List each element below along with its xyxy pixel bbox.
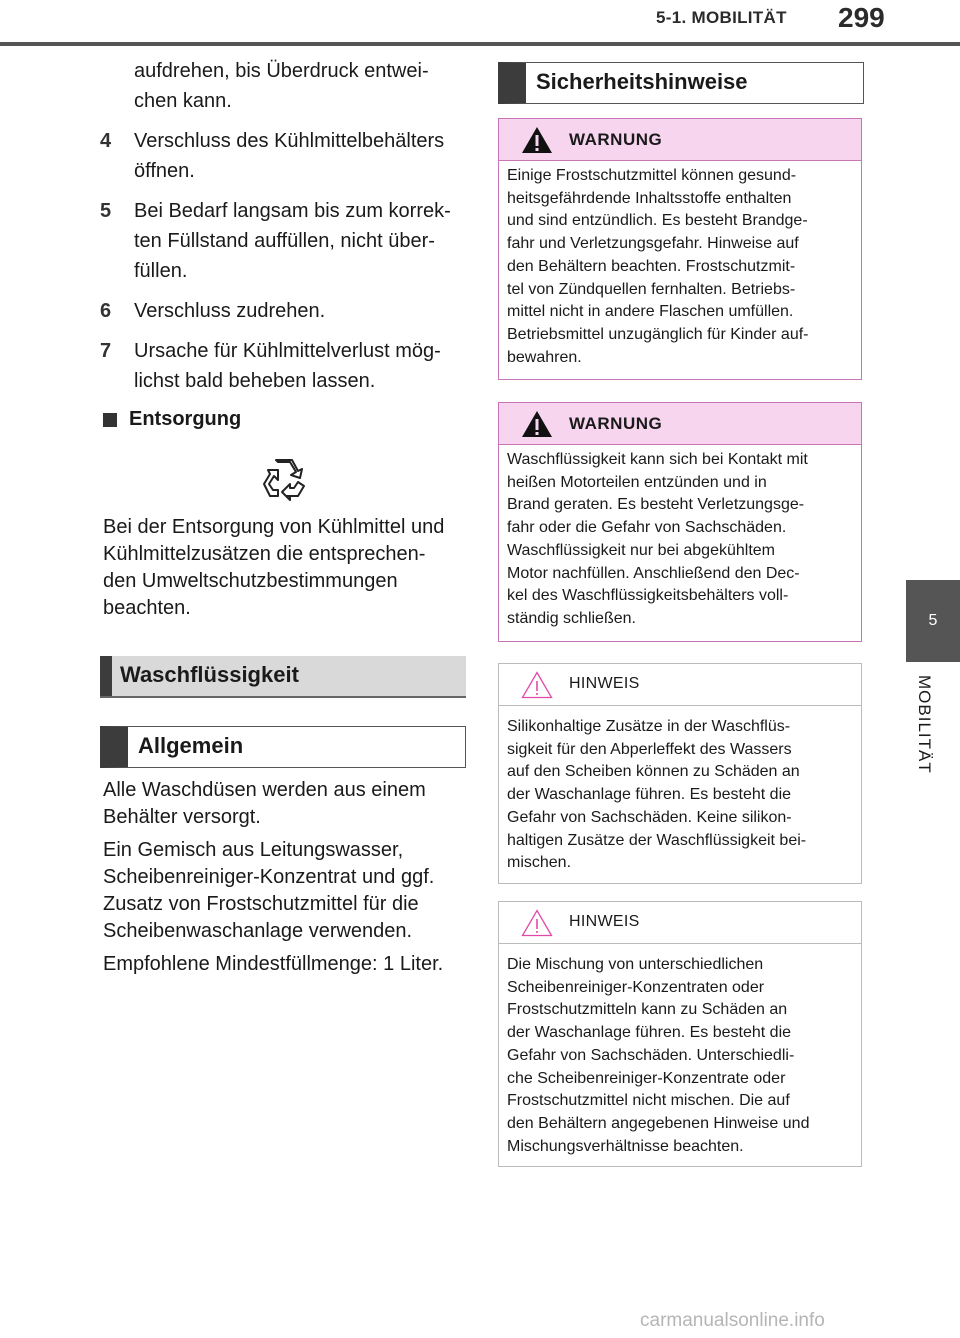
paragraph [103,837,468,945]
chapter-tab-label: MOBILITÄT [915,675,934,774]
step-continuation-line: aufdrehen, bis Überdruck entwei- [134,60,429,82]
subsection-title-allgemein: Allgemein [100,726,466,768]
warning-header [499,403,861,445]
step-text: Ursache für Kühlmittelverlust mög- [134,340,441,362]
step-text: öffnen. [134,160,195,182]
text-line: Frostschutzmitteln kann zu Schäden an [507,1001,788,1019]
caution-triangle-icon [521,909,553,937]
text-line: Betriebsmittel unzugänglich für Kinder auf- [507,325,809,343]
step-number: 6 [100,300,112,322]
note-header [499,664,861,706]
text-line: Behälter versorgt. [103,806,261,828]
warning-body [499,161,861,379]
step-number: 4 [100,130,112,152]
text-line: che Scheibenreiniger-Konzentrate oder [507,1069,786,1087]
section-title-sicherheitshinweise: Sicherheitshinweise [498,62,864,104]
step-text: Bei Bedarf langsam bis zum korrek- [134,200,451,222]
warning-body [499,445,861,641]
paragraph [103,777,468,831]
step-text: ten Füllstand auffüllen, nicht über- [134,230,435,252]
section-title-waschfluessigkeit: Waschflüssigkeit [100,656,466,698]
page-number: 299 [838,2,885,33]
note-label: HINWEIS [569,913,640,930]
text-line: Kühlmittelzusätzen die entsprechen- [103,543,426,565]
disposal-heading [103,408,241,431]
text-line: Zusatz von Frostschutzmittel für die [103,893,419,915]
text-line: haltigen Zusätze der Waschflüssigkeit bei- [507,831,807,849]
text-line: Waschflüssigkeit nur bei abgekühltem [507,541,775,559]
square-bullet-icon [103,413,117,427]
step-text: lichst bald beheben lassen. [134,370,376,392]
step-number: 5 [100,200,112,222]
text-line: fahr oder die Gefahr von Sachschäden. [507,519,787,537]
text-line: heitsgefährdende Inhaltsstoffe enthalten [507,189,792,207]
warning-triangle-icon [521,126,553,154]
text-line: Gefahr von Sachschäden. Unterschiedli- [507,1046,795,1064]
watermark[interactable]: carmanualsonline.info [640,1310,825,1331]
text-line: fahr und Verletzungsgefahr. Hinweise auf [507,235,799,253]
text-line: sigkeit für den Abperleffekt des Wassers [507,740,792,758]
chapter-tab[interactable] [906,580,960,662]
text-line: und sind entzündlich. Es besteht Brandge- [507,212,808,230]
note-body [499,944,861,1166]
text-line: Bei der Entsorgung von Kühlmittel und [103,516,445,538]
text-line: bewahren. [507,348,582,366]
text-line: den Umweltschutzbestimmungen [103,570,398,592]
text-line: kel des Waschflüssigkeitsbehälters voll- [507,587,789,605]
text-line: Brand geraten. Es besteht Verletzungsge- [507,496,805,514]
text-line: beachten. [103,597,191,619]
text-line: Waschflüssigkeit kann sich bei Kontakt mit [507,451,808,468]
text-line: Motor nachfüllen. Anschließend den Dec- [507,564,800,582]
recycle-icon [260,456,308,504]
note-label: HINWEIS [569,675,640,692]
text-line: Frostschutzmittel nicht mischen. Die auf [507,1092,790,1110]
step-item [100,336,470,366]
text-line: heißen Motorteilen entzünden und in [507,473,767,491]
chapter-title: 5-1. MOBILITÄT [656,8,787,27]
step-number: 7 [100,340,112,362]
text-line: Scheibenreiniger-Konzentraten oder [507,978,765,996]
text-line: tel von Zündquellen fernhalten. Betriebs- [507,280,796,298]
chapter-tab-number: 5 [928,612,938,629]
text-line: Silikonhaltige Zusätze in der Waschflüs- [507,718,791,735]
text-line: Gefahr von Sachschäden. Keine silikon- [507,808,792,826]
warning-box [498,402,862,642]
note-box [498,663,862,884]
text-line: mischen. [507,854,572,872]
text-line: Ein Gemisch aus Leitungswasser, [103,839,404,861]
text-line: ständig schließen. [507,609,636,627]
note-box [498,901,862,1167]
text-line: Die Mischung von unterschiedlichen [507,956,764,973]
text-line: den Behältern beachten. Frostschutzmit- [507,257,796,275]
note-body [499,706,861,883]
text-line: der Waschanlage führen. Es besteht die [507,786,792,804]
disposal-heading-text: Entsorgung [129,408,242,430]
warning-triangle-icon [521,410,553,438]
step-text: füllen. [134,260,188,282]
disposal-text [103,514,468,622]
caution-triangle-icon [521,671,553,699]
text-line: Alle Waschdüsen werden aus einem [103,779,426,801]
section-title-underline [100,696,466,698]
text-line: den Behältern angegebenen Hinweise und [507,1114,810,1132]
warning-header [499,119,861,161]
warning-box [498,118,862,380]
text-line: Mischungsverhältnisse beachten. [507,1137,744,1155]
paragraph: Empfohlene Mindestfüllmenge: 1 Liter. [103,953,444,975]
step-text: Verschluss des Kühlmittelbehälters [134,130,445,152]
step-item [100,196,470,226]
text-line: Scheibenreiniger-Konzentrat und ggf. [103,866,435,888]
text-line: mittel nicht in andere Flaschen umfüllen. [507,303,794,321]
text-line: Einige Frostschutzmittel können gesund- [507,167,797,184]
text-line: der Waschanlage führen. Es besteht die [507,1024,792,1042]
note-header [499,902,861,944]
step-item [100,126,470,156]
text-line: auf den Scheiben können zu Schäden an [507,763,800,781]
warning-label: WARNUNG [569,414,663,433]
header-divider [0,42,960,46]
warning-label: WARNUNG [569,130,663,149]
step-text: Verschluss zudrehen. [134,300,326,322]
step-continuation-line: chen kann. [134,90,232,112]
step-item [100,296,470,326]
text-line: Scheibenwaschanlage verwenden. [103,920,413,942]
